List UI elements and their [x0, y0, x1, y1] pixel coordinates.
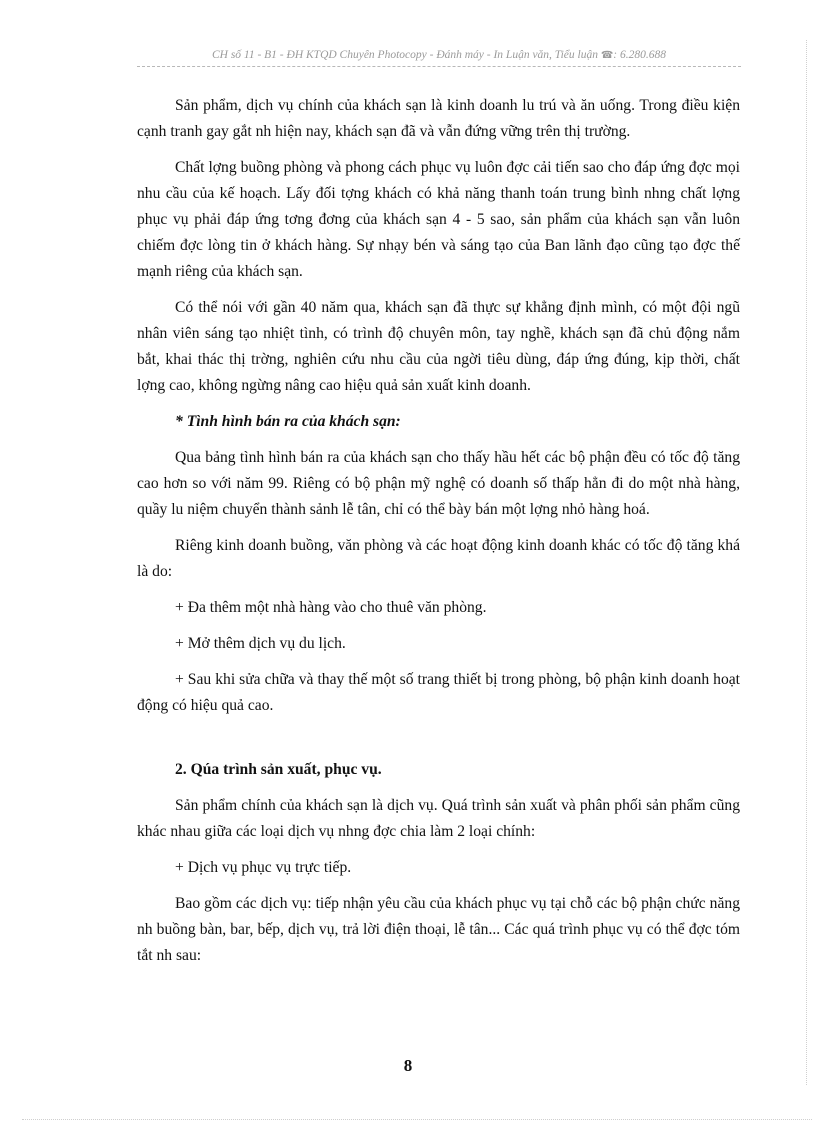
phone-icon: ☎	[600, 50, 614, 61]
list-item-restaurant: + Đa thêm một nhà hàng vào cho thuê văn phòng.	[175, 599, 487, 616]
paragraph-sales: Qua bảng tình hình bán ra của khách sạn cho thấy hầu hết các bộ phận đều có tốc độ tăng cao hơn so với năm 99. Riêng có bộ phận mỹ nghệ có doanh số thấp hẳn đi do một nhà hàng, quầy lu niệm chuyển thành sảnh lễ tân, chỉ có thể bày bán một lợng nhỏ hàng hoá.	[137, 449, 740, 518]
header-text: CH số 11 - B1 - ĐH KTQD Chuyên Photocopy - Đánh máy - In Luận văn, Tiểu luận	[211, 49, 598, 61]
list-item-direct-service: + Dịch vụ phục vụ trực tiếp.	[175, 859, 352, 876]
header-phone: : 6.280.688	[613, 49, 667, 61]
paragraph-growth: Riêng kinh doanh buồng, văn phòng và các hoạt động kinh doanh khác có tốc độ tăng khá là do:	[137, 537, 740, 580]
page-border-bottom	[22, 1119, 812, 1120]
list-item-tourism: + Mở thêm dịch vụ du lịch.	[175, 635, 346, 652]
page-number: 8	[403, 1056, 413, 1075]
page-header	[137, 49, 741, 61]
paragraph-history: Có thể nói với gần 40 năm qua, khách sạn đã thực sự khẳng định mình, có một đội ngũ nhân viên sáng tạo nhiệt tình, có trình độ chuyên môn, tay nghề, khách sạn đã chủ động nắm bắt, khai thác thị trờng, nghiên cứu nhu cầu của ngời tiêu dùng, đáp ứng đúng, kịp thời, chất lợng cao, không ngừng nâng cao hiệu quả sản xuất kinh doanh.	[137, 299, 740, 394]
header-divider	[137, 66, 741, 67]
section-title-sales: * Tình hình bán ra của khách sạn:	[175, 413, 401, 430]
list-item-renovation: + Sau khi sửa chữa và thay thế một số trang thiết bị trong phòng, bộ phận kinh doanh hoạt động có hiệu quả cao.	[137, 671, 740, 714]
paragraph-main-product: Sản phẩm chính của khách sạn là dịch vụ. Quá trình sản xuất và phân phối sản phẩm cũng khác nhau giữa các loại dịch vụ nhng đợc chia làm 2 loại chính:	[137, 797, 740, 840]
page-border-right	[806, 40, 807, 1085]
paragraph-products: Sản phẩm, dịch vụ chính của khách sạn là kinh doanh lu trú và ăn uống. Trong điều kiện cạnh tranh gay gắt nh hiện nay, khách sạn đã và vẫn đứng vững trên thị trường.	[137, 97, 740, 140]
paragraph-quality: Chất lợng buồng phòng và phong cách phục vụ luôn đợc cải tiến sao cho đáp ứng đợc mọi nhu cầu của kế hoạch. Lấy đối tợng khách có khả năng thanh toán trung bình nhng chất lợng phục vụ phải đáp ứng tơng đơng của khách sạn 4 - 5 sao, sản phẩm của khách sạn vẫn luôn chiếm đợc lòng tin ở khách hàng. Sự nhạy bén và sáng tạo của Ban lãnh đạo cũng tạo đợc thế mạnh riêng của khách sạn.	[137, 159, 740, 280]
paragraph-services: Bao gồm các dịch vụ: tiếp nhận yêu cầu của khách phục vụ tại chỗ các bộ phận chức năng nh buồng bàn, bar, bếp, dịch vụ, trả lời điện thoại, lễ tân... Các quá trình phục vụ có thể đợc tóm tắt nh sau:	[137, 895, 740, 964]
page-body	[137, 93, 740, 979]
heading-production-process: 2. Qúa trình sản xuất, phục vụ.	[175, 761, 382, 778]
